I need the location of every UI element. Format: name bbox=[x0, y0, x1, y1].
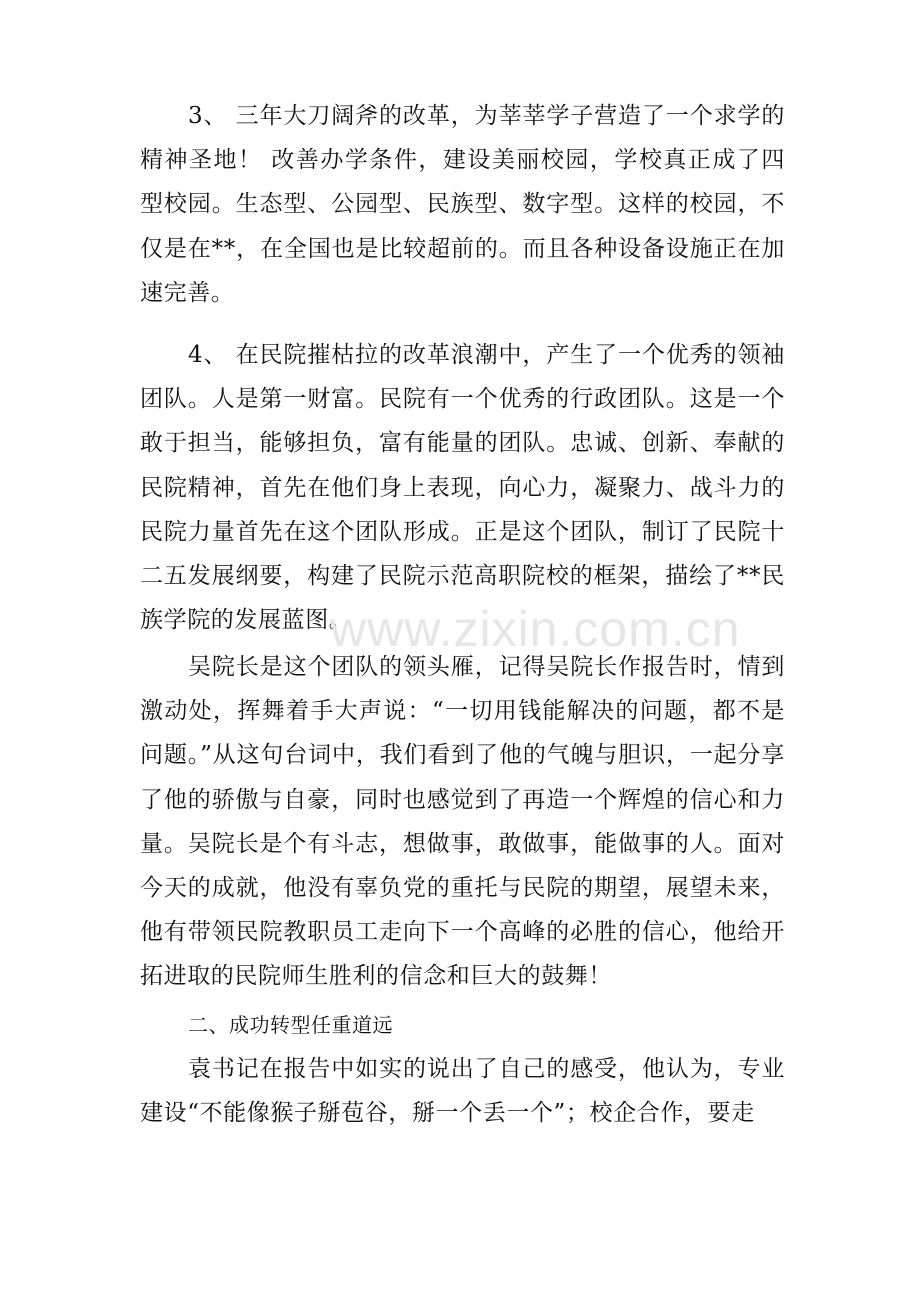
section-heading: 二、成功转型任重道远 bbox=[188, 1013, 393, 1037]
paragraph-campus: 3、 三年大刀阔斧的改革，为莘莘学子营造了一个求学的精神圣地！ 改善办学条件，建设美丽校园，学校真正成了四型校园。生态型、公园型、民族型、数字型。这样的校园，不仅是在**，在全国也是比较超前的。而且各种设备设施正在加速完善。 bbox=[140, 103, 785, 306]
paragraph-leadership-team: 4、 在民院摧枯拉的改革浪潮中，产生了一个优秀的领袖团队。人是第一财富。民院有一个优秀的行政团队。这是一个敢于担当，能够担负，富有能量的团队。忠诚、创新、奉献的民院精神，首先在他们身上表现，向心力，凝聚力、战斗力的民院力量首先在这个团队形成。正是这个团队，制订了民院十二五发展纲要，构建了民院示范高职院校的框架，描绘了**民族学院的发展蓝图。 bbox=[140, 342, 785, 634]
watermark: www.zixin.com.cn bbox=[330, 601, 741, 657]
paragraph-secretary-yuan: 袁书记在报告中如实的说出了自己的感受，他认为，专业建设“不能像猴子掰苞谷，掰一个丢一个”；校企合作，要走 bbox=[140, 1056, 785, 1127]
paragraph-president-wu: 吴院长是这个团队的领头雁，记得吴院长作报告时，情到激动处，挥舞着手大声说：“一切用钱能解决的问题，都不是问题。”从这句台词中，我们看到了他的气魄与胆识，一起分享了他的骄傲与自豪，同时也感觉到了再造一个辉煌的信心和力量。吴院长是个有斗志，想做事，敢做事，能做事的人。面对今天的成就，他没有辜负党的重托与民院的期望，展望未来，他有带领民院教职员工走向下一个高峰的必胜的信心，他给开拓进取的民院师生胜利的信念和巨大的鼓舞！ bbox=[140, 654, 785, 990]
